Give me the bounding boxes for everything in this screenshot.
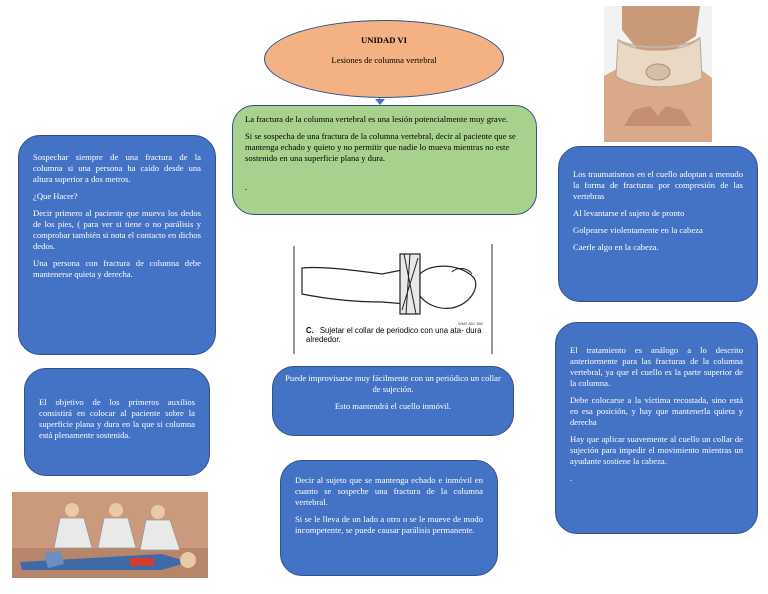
- right-bottom-p4: .: [570, 473, 573, 483]
- left-top-p4: Una persona con fractura de columna debe mantenerse quieta y derecha.: [33, 258, 201, 279]
- right-bottom-p3: Hay que aplicar suavemente al cuello un collar de sujeción para impedir el movimiento mientras un ayudante sostiene la cabeza.: [570, 434, 743, 466]
- right-bottom-box: [555, 322, 758, 534]
- right-bottom-p2: Debe colocarse a la víctima recostada, sino está en esa posición, y hay que mantenerla quieta y derecha: [570, 395, 743, 427]
- figure-caption-letter: C.: [306, 326, 314, 335]
- left-bottom-p1: El objetivo de los primeros auxilios consistirá en colocar al paciente sobre la superficie plana y dura en la que si columna está plenamente sostenida.: [39, 397, 195, 440]
- center-bottom-box: [280, 460, 498, 576]
- unit-title: UNIDAD VI: [361, 35, 407, 45]
- left-bottom-box: [24, 368, 210, 476]
- figure-caption-text: Sujetar el collar de periodico con una ata- dura alrededor.: [306, 326, 482, 345]
- left-top-p2: ¿Que Hacer?: [33, 191, 78, 201]
- title-ellipse: [264, 20, 504, 98]
- figure-code: WM0 851 380: [458, 321, 483, 326]
- center-mid-box: [272, 366, 514, 436]
- intro-p3: .: [245, 182, 248, 192]
- left-top-p3: Decir primero al paciente que mueva los dedos de los pies, ( para ver si tiene o no parálisis y comprobar también si nota el contacto en dichos dedos.: [33, 208, 201, 251]
- right-top-p2: Al levantarse el sujeto de pronto: [573, 208, 685, 218]
- left-top-p1: Sospechar siempre de una fractura de la columna si una persona ha caído desde una altura superior a dos metros.: [33, 152, 201, 184]
- center-mid-p2: Esto mantendrá el cuello inmóvil.: [334, 401, 452, 411]
- neck-collar-photo: [604, 6, 712, 142]
- unit-subtitle: Lesiones de columna vertebral: [331, 55, 437, 65]
- figure-caption: [306, 326, 492, 345]
- right-top-p3: Golpearse violentamente en la cabeza: [573, 225, 703, 235]
- newspaper-collar-figure: [292, 244, 494, 354]
- center-bottom-p1: Decir al sujeto que se mantenga echado e inmóvil en cuanto se sospeche una fractura de la columna vertebral.: [295, 475, 483, 507]
- left-top-box: [18, 135, 216, 355]
- intro-p2: Si se sospecha de una fractura de la columna vertebral, decir al paciente que se mantenga echado y quieto y no permitir que nadie lo mueva mientras no este sostenido en una superficie plana y dura.: [245, 131, 516, 163]
- right-bottom-p1: El tratamiento es análogo a lo descrito anteriormente para las fracturas de la columna vertebral, ya que el cuello es la parte superior de la columna.: [570, 345, 743, 388]
- intro-box: [232, 105, 537, 215]
- right-top-p1: Los traumatismos en el cuello adoptan a menudo la forma de fracturas por compresión de las vertebras: [573, 169, 743, 201]
- right-top-box: [558, 146, 758, 302]
- intro-p1: La fractura de la columna vertebral es una lesión potencialmente muy grave.: [245, 114, 508, 124]
- center-mid-p1: Puede improvisarse muy fácilmente con un periódico un collar de sujeción.: [285, 373, 501, 394]
- right-top-p4: Caerle algo en la cabeza.: [573, 242, 659, 252]
- center-bottom-p2: Si se le lleva de un lado a otro o se le mueve de modo incompetente, se puede causar parálisis permanente.: [295, 514, 483, 535]
- rescuers-illustration: [12, 492, 208, 578]
